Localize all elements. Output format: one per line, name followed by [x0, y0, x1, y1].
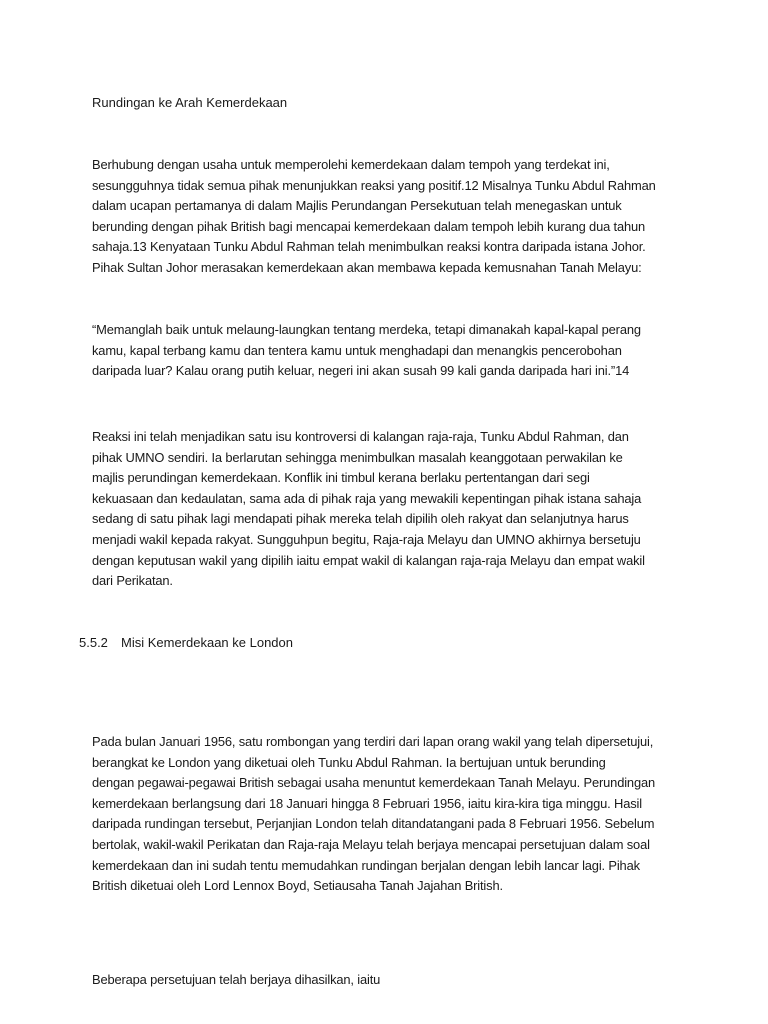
paragraph-agreements: [92, 970, 692, 991]
quotation: [92, 320, 692, 382]
text-line: sesungguhnya tidak semua pihak menunjukkan reaksi yang positif.12 Misalnya Tunku Abdul Rahman: [92, 177, 656, 193]
text-line: kamu, kapal terbang kamu dan tentera kamu untuk menghadapi dan menangkis pencerobohan: [92, 342, 622, 358]
text-line: menjadi wakil kepada rakyat. Sungguhpun begitu, Raja-raja Melayu dan UMNO akhirnya bersetuju: [92, 531, 641, 547]
paragraph-reaction: [92, 427, 692, 592]
paragraph-intro: [92, 155, 692, 279]
text-line: daripada rundingan tersebut, Perjanjian London telah ditandatangani pada 8 Februari 1956. Sebelum: [92, 816, 655, 832]
text-line: Pada bulan Januari 1956, satu rombongan yang terdiri dari lapan orang wakil yang telah dipersetujui,: [92, 734, 654, 749]
section-title: Misi Kemerdekaan ke London: [121, 635, 293, 650]
text-line: dengan pegawai-pegawai British sebagai usaha menuntut kemerdekaan Tanah Melayu. Perundingan: [92, 775, 656, 791]
text-line: Berhubung dengan usaha untuk memperolehi kemerdekaan dalam tempoh yang terdekat ini,: [92, 157, 610, 172]
text-line: daripada luar? Kalau orang putih keluar, negeri ini akan susah 99 kali ganda daripada hari ini.”14: [92, 363, 630, 379]
text-line: Reaksi ini telah menjadikan satu isu kontroversi di kalangan raja-raja, Tunku Abdul Rahman, dan: [92, 429, 629, 444]
paragraph-mission: [92, 732, 692, 897]
document-title: Rundingan ke Arah Kemerdekaan: [92, 95, 288, 110]
text-line: majlis perundingan kemerdekaan. Konflik ini timbul kerana berlaku pertentangan dari segi: [92, 470, 590, 486]
section-heading: [79, 635, 679, 651]
text-line: kemerdekaan dan ini sudah tentu memudahkan rundingan berjalan dengan lebih lancar lagi. Pihak: [92, 857, 640, 873]
text-line: sahaja.13 Kenyataan Tunku Abdul Rahman telah menimbulkan reaksi kontra daripada istana Johor.: [92, 239, 646, 255]
text-line: Pihak Sultan Johor merasakan kemerdekaan akan membawa kepada kemusnahan Tanah Melayu:: [92, 259, 642, 275]
text-line: Beberapa persetujuan telah berjaya dihasilkan, iaitu: [92, 972, 381, 987]
text-line: kemerdekaan berlangsung dari 18 Januari hingga 8 Februari 1956, iaitu kira-kira tiga minggu. Hasil: [92, 795, 642, 811]
text-line: dari Perikatan.: [92, 573, 173, 589]
text-line: pihak UMNO sendiri. Ia berlarutan sehingga menimbulkan masalah keanggotaan perwakilan ke: [92, 449, 623, 465]
text-line: dengan keputusan wakil yang dipilih iaitu empat wakil di kalangan raja-raja Melayu dan empat wakil: [92, 552, 645, 568]
text-line: British diketuai oleh Lord Lennox Boyd, Setiausaha Tanah Jajahan British.: [92, 878, 503, 894]
text-line: dalam ucapan pertamanya di dalam Majlis Perundangan Persekutuan telah menegaskan untuk: [92, 198, 622, 214]
section-number: 5.5.2: [79, 635, 108, 650]
text-line: berangkat ke London yang diketuai oleh Tunku Abdul Rahman. Ia bertujuan untuk berunding: [92, 754, 606, 770]
text-line: kekuasaan dan kedaulatan, sama ada di pihak raja yang mewakili kepentingan pihak istana sahaja: [92, 490, 642, 506]
text-line: “Memanglah baik untuk melaung-laungkan tentang merdeka, tetapi dimanakah kapal-kapal perang: [92, 322, 641, 337]
text-line: berunding dengan pihak British bagi mencapai kemerdekaan dalam tempoh lebih kurang dua tahun: [92, 218, 646, 234]
text-line: sedang di satu pihak lagi mendapati pihak mereka telah dipilih oleh rakyat dan selanjutnya harus: [92, 511, 629, 527]
text-line: bertolak, wakil-wakil Perikatan dan Raja-raja Melayu telah berjaya mencapai persetujuan dalam soal: [92, 836, 650, 852]
